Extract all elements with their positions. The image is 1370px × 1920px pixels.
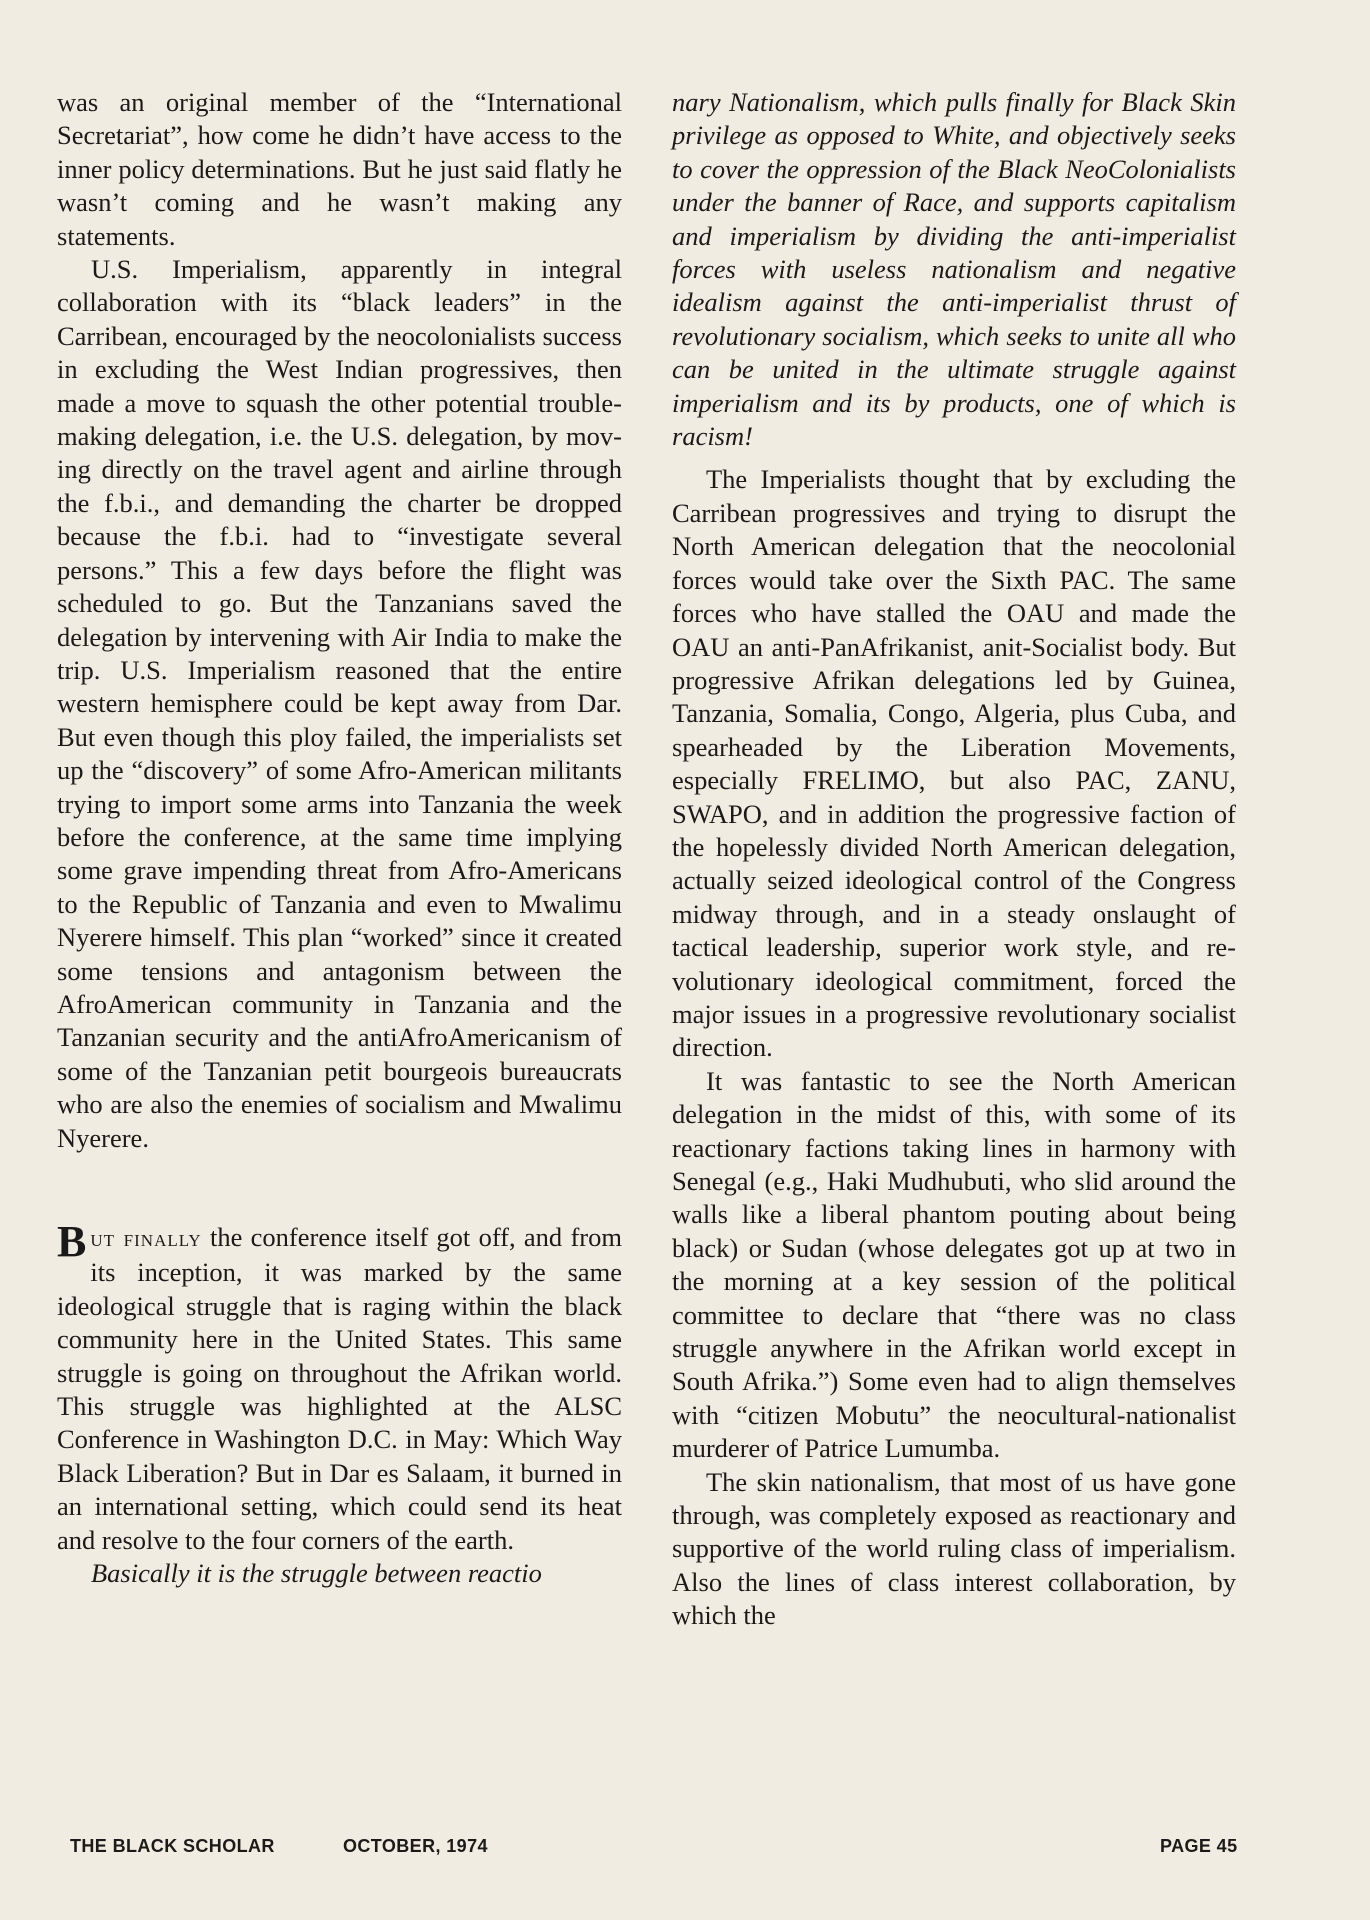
paragraph-basically: Basically it is the struggle between reactio [91, 1558, 542, 1589]
paragraph-imperialists: The Imperialists thought that by excluding the Carribean progressives and trying to disrupt the North American delegation that the neocolonial forces would take over the Sixth PAC. The same forces who have stalled the OAU and made the OAU an anti-PanAfrikanist, anit-Socialist body. But progressive Afrikan delegations led by Guinea, Tanzania, Somalia, Congo, Algeria, plus Cuba, and spearheaded by the Liberation Movements, especially FRELIMO, but also PAC, ZANU, SWAPO, and in addition the progressive faction of the hopelessly divided North American delegation, actually seized ideological control of the Congress midway through, and in a steady onslaught of tactical leadership, superior work style, and revolutionary ideological commitment, forced the major issues in a progressive revolutionary socialist direction. [672, 464, 1236, 1063]
paragraph-north-american: It was fantastic to see the North American delegation in the midst of this, with some of its reactionary factions taking lines in harmony with Senegal (e.g., Haki Mudhubuti, who slid around the walls like a liberal phantom pouting about being black) or Sudan (whose delegates got up at two in the morning at a key session of the political committee to declare that “there was no class struggle anywhere in the Afrikan world except in South Afrika.”) Some even had to align themselves with “citizen Mobutu” the neocultural-nationalist murderer of Patrice Lumumba. [672, 1065, 1236, 1464]
paragraph-conference-text: the conference itself got off, and from its inception, it was marked by the same ideological struggle that is raging within the black community here in the United States. This same struggle is going on throughout the Afrikan world. This struggle was highlighted at the ALSC Conference in Washington D.C. in May: Which Way Black Liberation? But in Dar es Salaam, it burned in an international setting, which could send its heat and resolve to the four corners of the earth. [57, 1222, 622, 1555]
left-column [57, 86, 622, 1590]
paragraph-continued: was an original member of the “International Secretariat”, how come he didn’t have access to the inner policy determinations. But he just said flatly he wasn’t coming and he wasn’t making any statements. [57, 87, 622, 251]
section-break [57, 1155, 622, 1221]
paragraph-skin-nationalism: The skin nationalism, that most of us have gone through, was completely exposed as reactionary and supportive of the world ruling class of imperialism. Also the lines of class interest collaboration, by which the [672, 1466, 1236, 1631]
drop-cap: B [57, 1217, 87, 1266]
paragraph-us-imperialism: U.S. Imperialism, apparently in integral collaboration with its “black leaders” in the Carribean, encouraged by the neocolonialists success in excluding the West Indian progressives, then made a move to squash the other potential trouble-making delegation, i.e. the U.S. delegation, by moving directly on the travel agent and airline through the f.b.i., and demanding the charter be dropped because the f.b.i. had to “investigate several persons.” This a few days before the flight was scheduled to go. But the Tanzanians saved the delegation by intervening with Air India to make the trip. U.S. Imperialism reasoned that the entire western hemisphere could be kept away from Dar. But even though this ploy failed, the imperialists set up the “discovery” of some Afro-American militants trying to import some arms into Tanzania the week before the conference, at the same time implying some grave impending threat from Afro-Americans to the Republic of Tanzania and even to Mwalimu Nyerere himself. This plan “worked” since it created some tensions and antagonism between the AfroAmerican community in Tanzania and the Tanzanian security and the antiAfroAmericanism of some of the Tanzanian petit bourgeois bureaucrats who are also the enemies of socialism and Mwalimu Nyerere. [57, 254, 622, 1153]
right-column [672, 86, 1236, 1633]
paragraph-nationalism-italic: nary Nationalism, which pulls finally for Black Skin privilege as opposed to White, and objectively seeks to cover the oppression of the Black NeoColonialists under the banner of Race, and supports capitalism and imperialism by dividing the anti-imperialist forces with useless nationalism and negative idealism against the anti-imperialist thrust of revolutionary socialism, which seeks to unite all who can be united in the ultimate struggle against imperialism and its by products, one of which is racism! [672, 87, 1236, 452]
paragraph-conference [57, 1217, 622, 1557]
small-caps-lead: ut finally [90, 1226, 202, 1252]
footer-page-number: PAGE 45 [1160, 1836, 1238, 1856]
footer-publication: THE BLACK SCHOLAR [70, 1836, 275, 1856]
footer-date: OCTOBER, 1974 [343, 1836, 488, 1856]
